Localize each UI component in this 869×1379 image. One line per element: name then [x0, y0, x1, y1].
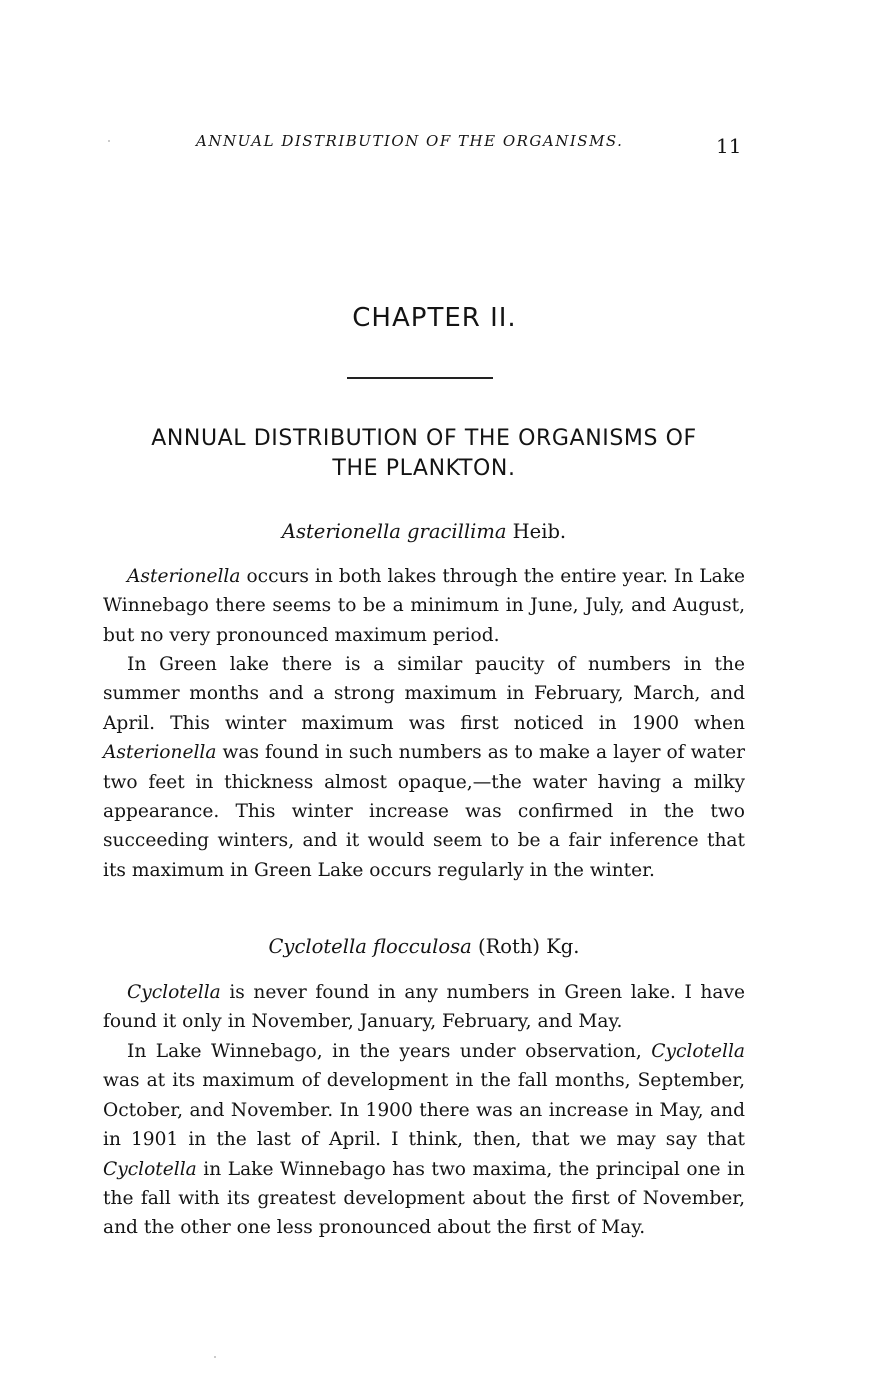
species-heading-cyclotella	[100, 935, 748, 958]
section-heading-line-1: ANNUAL DISTRIBUTION OF THE ORGANISMS OF	[151, 426, 697, 451]
species-heading-author: Heib.	[512, 520, 567, 543]
paragraph-cyclotella-2	[103, 1037, 745, 1243]
paragraph-text: is never found in any numbers in Green lake. I have found it only in November, January, February, and May.	[103, 982, 745, 1033]
paragraph-text: was found in such numbers as to make a layer of water two feet in thickness almost opaque,—the water having a milky appearance. This winter increase was confirmed in the two succeeding winters, and it would seem to be a fair inference that its maximum in Green Lake occurs regularly in the winter.	[103, 742, 745, 881]
species-term: Asterionella	[103, 742, 217, 764]
page-number: 11	[716, 134, 742, 158]
paragraph-text: In Green lake there is a similar paucity of numbers in the summer months and a strong maximum in February, March, and April. This winter maximum was first noticed in 1900 when	[103, 654, 745, 734]
paper-speck	[108, 140, 110, 142]
section-heading-line-2: THE PLANKTON.	[332, 456, 516, 481]
running-head	[0, 132, 869, 160]
paragraph-asterionella-2	[103, 650, 745, 885]
species-heading-name: Cyclotella flocculosa	[268, 935, 472, 958]
species-heading-name: Asterionella gracillima	[281, 520, 507, 543]
paragraph-text: was at its maximum of development in the fall months, September, October, and November. In 1900 there was an increase in May, and in 1901 in the last of April. I think, then, that we may say that	[103, 1070, 745, 1151]
chapter-title: CHAPTER II.	[352, 303, 517, 333]
paper-speck	[214, 1356, 216, 1358]
species-heading-author: (Roth) Kg.	[477, 935, 580, 958]
paragraph-text: occurs in both lakes through the entire year. In Lake Winnebago there seems to be a minimum in June, July, and August, but no very pronounced maximum period.	[103, 566, 745, 646]
running-head-title: ANNUAL DISTRIBUTION OF THE ORGANISMS.	[196, 132, 624, 150]
species-term: Cyclotella	[127, 982, 221, 1003]
section-heading	[100, 424, 748, 484]
chapter-divider	[347, 377, 493, 379]
paragraph-text: in Lake Winnebago has two maxima, the principal one in the fall with its greatest development about the first of November, and the other one less pronounced about the first of May.	[103, 1158, 745, 1239]
species-term: Asterionella	[127, 566, 241, 587]
paragraph-text: In Lake Winnebago, in the years under observation,	[127, 1041, 642, 1062]
paragraph-cyclotella-1	[103, 978, 745, 1037]
paragraph-asterionella-1	[103, 562, 745, 650]
species-heading-asterionella	[100, 520, 748, 543]
species-term: Cyclotella	[103, 1158, 197, 1180]
species-term: Cyclotella	[651, 1041, 745, 1062]
